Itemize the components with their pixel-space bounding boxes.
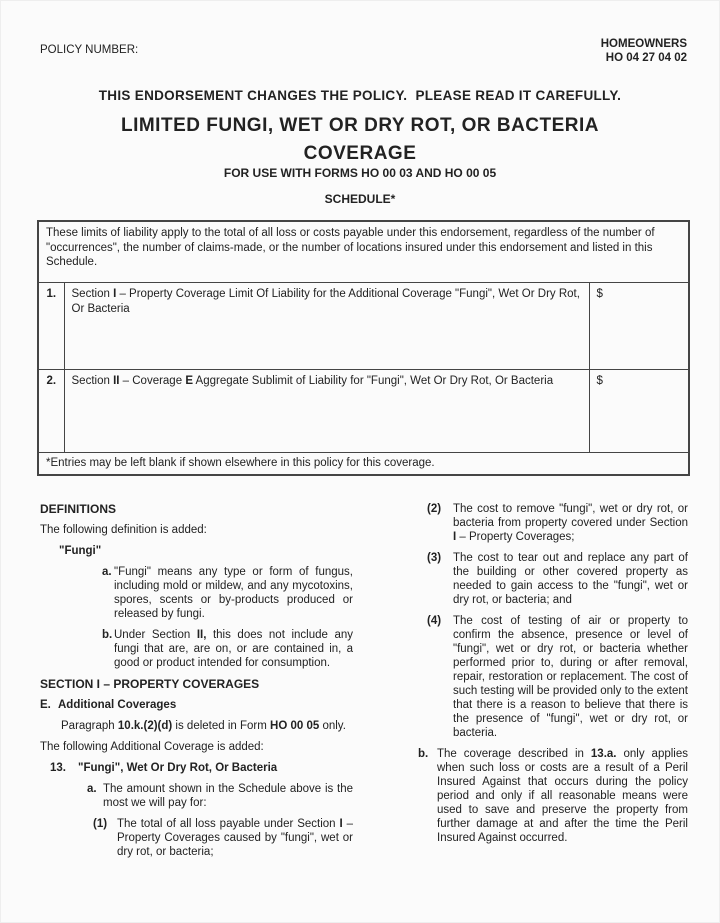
item-13b — [377, 747, 688, 845]
bold-text-run: "Fungi" — [59, 545, 102, 557]
form-title-line1: LIMITED FUNGI, WET OR DRY ROT, OR BACTERIA — [120, 115, 600, 136]
schedule-row — [38, 283, 689, 370]
paragraph-deleted-note — [40, 719, 353, 733]
text-run: is deleted in Form — [172, 720, 271, 732]
endorsement-notice: THIS ENDORSEMENT CHANGES THE POLICY. PLEASE READ IT CAREFULLY. — [98, 88, 622, 103]
item-text — [40, 719, 353, 733]
schedule-table — [37, 220, 690, 476]
text-run: The coverage described in — [437, 748, 591, 760]
item-13a — [40, 782, 353, 810]
definition-added-line — [40, 523, 353, 537]
row-description-cell — [64, 370, 589, 453]
text-run: The following Additional Coverage is added: — [40, 741, 264, 753]
item-label: E. — [40, 699, 51, 711]
bold-text-run: Additional Coverages — [58, 699, 177, 711]
bold-text-run: E — [185, 375, 193, 387]
definition-b — [40, 628, 353, 670]
item-text — [40, 628, 353, 670]
text-run: – Property Coverages caused by "fungi", wet or dry rot, or bacteria; — [117, 818, 353, 858]
definitions-heading — [40, 502, 353, 516]
item-text — [40, 740, 353, 754]
row-amount-cell: $ — [589, 283, 689, 370]
form-header — [601, 37, 687, 65]
bold-text-run: I — [453, 531, 457, 543]
bold-text-run: DEFINITIONS — [40, 502, 117, 516]
text-run: The following definition is added: — [40, 524, 207, 536]
text-run: The cost to tear out and replace any part of the building or other covered property as needed to gain access to the "fungi", wet or dry rot, or bacteria; and — [453, 552, 688, 606]
text-run: The amount shown in the Schedule above is the most we will pay for: — [103, 783, 353, 809]
item-label: a. — [102, 566, 112, 578]
item-text — [377, 614, 688, 740]
item-13a-4 — [377, 614, 688, 740]
item-label: a. — [87, 783, 97, 795]
policy-number-label: POLICY NUMBER: — [40, 44, 139, 56]
text-run: The cost of testing of air or property to confirm the absence, presence or level of "fungi", wet or dry rot, or bacteria whether performed prior to, during or after removal, repair, restoration or replacement. The cost of such testing will be provided only to the extent that there is a reason to believe that there is the presence of "fungi", wet or dry rot, or bacteria. — [453, 615, 688, 739]
row-number-cell: 2. — [38, 370, 64, 453]
item-label: b. — [102, 629, 113, 641]
row-amount-cell: $ — [589, 370, 689, 453]
bold-text-run: II, — [196, 629, 207, 641]
item-13a-1 — [40, 817, 353, 859]
body-column-right — [377, 502, 688, 852]
item-text — [40, 523, 353, 537]
definition-a — [40, 565, 353, 621]
item-text — [377, 747, 688, 845]
bold-text-run: "Fungi", Wet Or Dry Rot, Or Bacteria — [78, 762, 278, 774]
additional-coverages-item — [40, 698, 353, 712]
item-text — [40, 544, 353, 558]
item-text — [40, 677, 353, 691]
schedule-footnote-text: *Entries may be left blank if shown elsewhere in this policy for this coverage. — [38, 453, 689, 475]
text-run: Paragraph — [61, 720, 118, 732]
bold-text-run: I — [339, 818, 343, 830]
bold-text-run: 10.k.(2)(d) — [117, 720, 173, 732]
schedule-heading: SCHEDULE* — [324, 192, 396, 206]
schedule-row — [38, 370, 689, 453]
bold-text-run: HO 00 05 — [270, 720, 320, 732]
item-label: (1) — [93, 818, 108, 830]
item-text — [377, 502, 688, 544]
item-text — [377, 551, 688, 607]
text-run: Section — [71, 375, 114, 387]
text-run: Under Section — [114, 629, 197, 641]
form-title-line2: COVERAGE — [303, 143, 417, 164]
text-run: only applies when such loss or costs are a result of a Peril Insured Against that occurs during the policy period and only if all reasonable means were used to save and preserve the property from further damage at and after the time the Peril Insured Against occurred. — [437, 748, 689, 844]
text-run: only. — [319, 720, 346, 732]
item-label: b. — [418, 748, 429, 760]
item-13-heading — [40, 761, 353, 775]
item-13a-3 — [377, 551, 688, 607]
row-number-cell: 1. — [38, 283, 64, 370]
body-column-left — [40, 502, 353, 866]
text-run: this does not include any fungi that are, are on, or are contained in, a good or product intended for consumption. — [114, 629, 354, 669]
item-label: (4) — [427, 615, 442, 627]
item-label: (3) — [427, 552, 442, 564]
coverage-added-line — [40, 740, 353, 754]
program-name: HOMEOWNERS — [600, 38, 687, 50]
item-text — [40, 502, 353, 516]
text-run: – Property Coverage Limit Of Liability for the Additional Coverage "Fungi", Wet Or Dry Rot, Or Bacteria — [71, 288, 580, 315]
item-text — [40, 698, 353, 712]
text-run: Section — [71, 288, 114, 300]
for-use-with-line: FOR USE WITH FORMS HO 00 03 AND HO 00 05 — [223, 166, 497, 180]
item-label: 13. — [50, 762, 66, 774]
schedule-rows — [38, 283, 689, 453]
section-1-heading — [40, 677, 353, 691]
text-run: Aggregate Sublimit of Liability for "Fungi", Wet Or Dry Rot, Or Bacteria — [192, 375, 554, 387]
text-run: The total of all loss payable under Section — [117, 818, 340, 830]
item-text — [40, 565, 353, 621]
fungi-term — [40, 544, 353, 558]
item-13a-2 — [377, 502, 688, 544]
form-number: HO 04 27 04 02 — [605, 52, 687, 64]
text-run: – Coverage — [119, 375, 186, 387]
form-title — [0, 112, 720, 168]
schedule-footnote-row — [38, 453, 689, 475]
item-text — [40, 761, 353, 775]
schedule-intro-row — [38, 221, 689, 283]
item-text — [40, 817, 353, 859]
bold-text-run: SECTION I – PROPERTY COVERAGES — [40, 677, 260, 691]
bold-text-run: II — [113, 375, 120, 387]
schedule-intro-text: These limits of liability apply to the total of all loss or costs payable under this endorsement, regardless of the number of "occurrences", the number of claims-made, or the number of locations insured under this endorsement and listed in this Schedule. — [38, 221, 689, 283]
row-description-cell — [64, 283, 589, 370]
bold-text-run: I — [113, 288, 117, 300]
bold-text-run: 13.a. — [590, 748, 617, 760]
text-run: The cost to remove "fungi", wet or dry rot, or bacteria from property covered under Section — [453, 503, 688, 529]
text-run: "Fungi" means any type or form of fungus, including mold or mildew, and any mycotoxins, spores, scents or by-products produced or released by fungi. — [114, 566, 353, 620]
item-label: (2) — [427, 503, 442, 515]
text-run: – Property Coverages; — [456, 531, 575, 543]
